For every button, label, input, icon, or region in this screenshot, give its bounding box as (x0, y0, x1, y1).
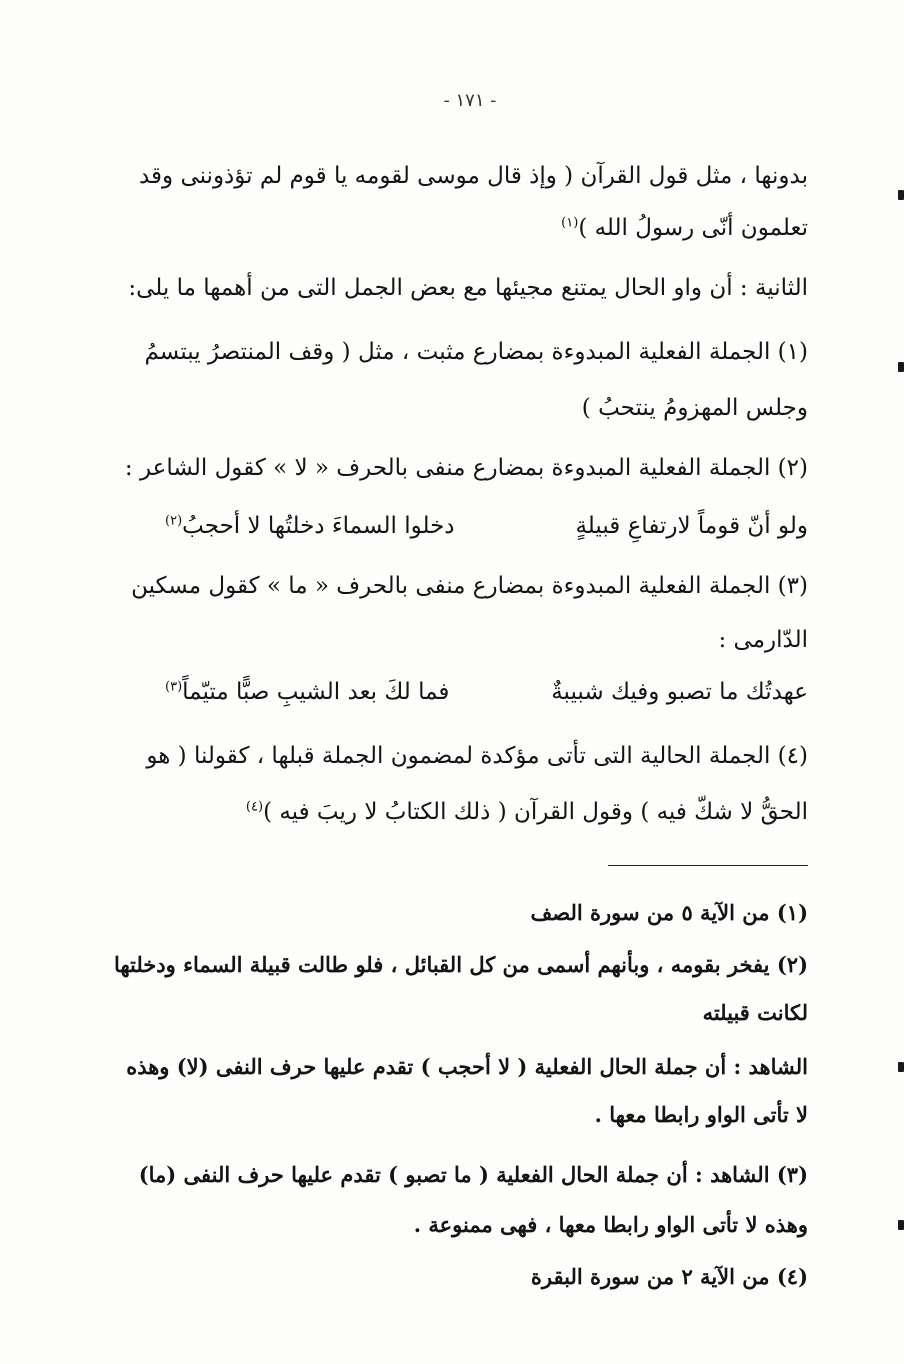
body-line-3: الثانية : أن واو الحال يمتنع مجيئها مع بعض الجمل التى من أهمها ما يلى: (128, 275, 808, 301)
body-line-2 (561, 212, 808, 244)
verse-1-hemistich-2: دخلوا السماءَ دخلتُها لا أحجبُ (182, 513, 455, 539)
body-line-2-text: تعلمون أنّى رسولُ الله ) (578, 215, 808, 241)
verse-1-hemistich-1: ولو أنّ قوماً لارتفاعِ قبيلةٍ (575, 513, 808, 539)
verse-2-hemistich-2-wrap (165, 676, 449, 708)
footnote-ref-4: (٤) (245, 799, 264, 815)
poetry-verse-2 (165, 676, 808, 708)
body-line-9: (٤) الجملة الحالية التى تأتى مؤكدة لمضمون الجملة قبلها ، كقولنا ( هو (146, 743, 808, 769)
body-line-10-text: الحقُّ لا شكّ فيه ) وقول القرآن ( ذلك الكتابُ لا ريبَ فيه ) (263, 799, 808, 825)
footnote-2-witness-line-2: لا تأتى الواو رابطا معها . (594, 1102, 808, 1127)
body-line-7: (٣) الجملة الفعلية المبدوءة بمضارع منفى بالحرف « ما » كقول مسكين (131, 573, 808, 599)
footnote-ref-3: (٣) (165, 679, 183, 695)
scan-margin-mark (898, 1220, 904, 1230)
footnote-1: (١) من الآية ٥ من سورة الصف (530, 900, 808, 925)
body-line-8: الدّارمى : (718, 627, 808, 653)
body-line-10 (246, 796, 808, 828)
footnote-4: (٤) من الآية ٢ من سورة البقرة (530, 1264, 808, 1289)
scan-margin-mark (898, 1062, 904, 1072)
body-line-5: وجلس المهزومُ ينتحبُ ) (581, 395, 808, 421)
footnote-3-line-2: وهذه لا تأتى الواو رابطا معها ، فهى ممنوعة . (413, 1212, 808, 1237)
scan-margin-mark (898, 362, 904, 372)
footnote-2-line-2: لكانت قبيلته (702, 1000, 808, 1025)
verse-2-hemistich-2: فما لكَ بعد الشيبِ صبًّا متيّماً (182, 679, 450, 705)
verse-2-hemistich-1: عهدتُك ما تصبو وفيك شبيبةٌ (551, 679, 808, 705)
page-number: - ١٧١ - (443, 90, 497, 111)
footnote-ref-1: (١) (561, 215, 579, 231)
footnote-2-line-1: (٢) يفخر بقومه ، وبأنهم أسمى من كل القبائل ، فلو طالت قبيلة السماء ودخلتها (113, 952, 808, 977)
body-line-1: بدونها ، مثل قول القرآن ( وإذ قال موسى لقومه يا قوم لم تؤذوننى وقد (138, 163, 808, 189)
footnote-3-line-1: (٣) الشاهد : أن جملة الحال الفعلية ( ما تصبو ) تقدم عليها حرف النفى (ما) (138, 1162, 808, 1187)
footnote-2-witness-line-1: الشاهد : أن جملة الحال الفعلية ( لا أحجب ) تقدم عليها حرف النفى (لا) وهذه (126, 1054, 808, 1079)
body-line-4: (١) الجملة الفعلية المبدوءة بمضارع مثبت ، مثل ( وقف المنتصرُ يبتسمُ (144, 339, 808, 365)
footnote-separator (608, 865, 808, 866)
verse-1-hemistich-2-wrap (165, 510, 455, 542)
body-line-6: (٢) الجملة الفعلية المبدوءة بمضارع منفى بالحرف « لا » كقول الشاعر : (124, 455, 808, 481)
footnote-ref-2: (٢) (165, 513, 183, 529)
scan-margin-mark (898, 190, 904, 200)
poetry-verse-1 (165, 510, 808, 542)
